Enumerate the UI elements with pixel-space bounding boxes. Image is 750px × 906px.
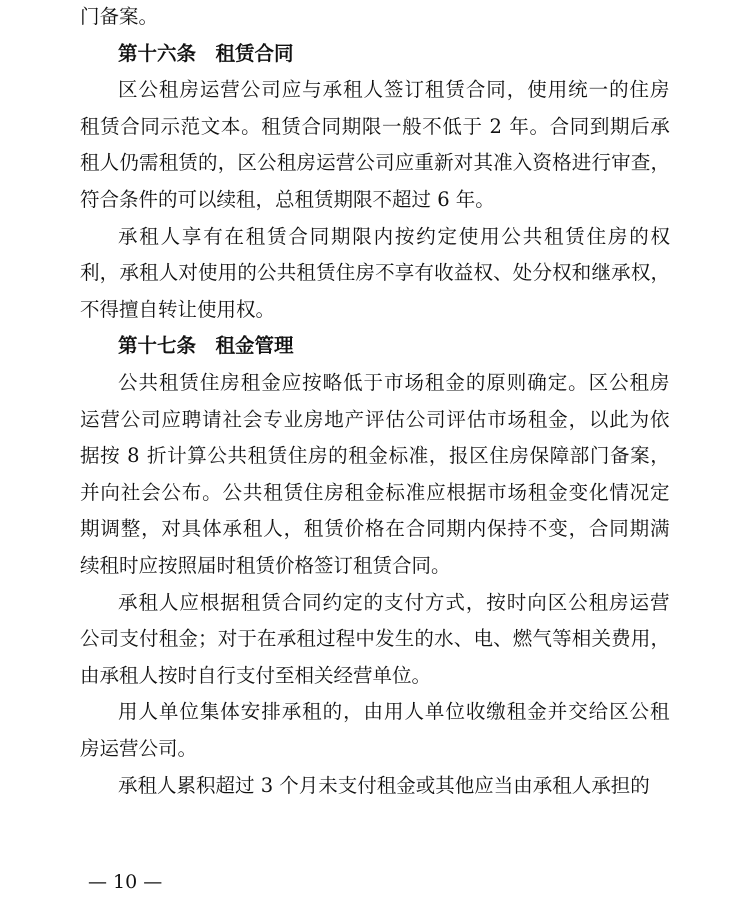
paragraph-line: 利，承租人对使用的公共租赁住房不享有收益权、处分权和继承权， xyxy=(80,261,671,285)
paragraph-line: 门备案。 xyxy=(80,5,159,28)
paragraph-line: 期调整，对具体承租人，租赁价格在合同期内保持不变，合同期满 xyxy=(80,517,671,541)
paragraph-line: 用人单位集体安排承租的，由用人单位收缴租金并交给区公租 xyxy=(118,700,671,724)
paragraph-line: 承租人应根据租赁合同约定的支付方式，按时向区公租房运营 xyxy=(118,590,671,614)
paragraph-line: 符合条件的可以续租，总租赁期限不超过 6 年。 xyxy=(80,188,495,211)
paragraph-line: 由承租人按时自行支付至相关经营单位。 xyxy=(80,663,432,687)
paragraph-line: 租赁合同示范文本。租赁合同期限一般不低于 2 年。合同到期后承 xyxy=(80,114,671,138)
article-heading: 第十六条 租赁合同 xyxy=(118,41,294,65)
paragraph-line: 续租时应按照届时租赁价格签订租赁合同。 xyxy=(80,554,451,577)
paragraph-line: 区公租房运营公司应与承租人签订租赁合同，使用统一的住房 xyxy=(118,78,671,102)
paragraph-line: 租人仍需租赁的，区公租房运营公司应重新对其准入资格进行审查， xyxy=(80,151,671,175)
page-number: — 10 — xyxy=(88,871,163,893)
paragraph-line: 公司支付租金；对于在承租过程中发生的水、电、燃气等相关费用， xyxy=(80,627,671,651)
paragraph-line: 运营公司应聘请社会专业房地产评估公司评估市场租金，以此为依 xyxy=(80,407,671,431)
paragraph-line: 承租人累积超过 3 个月未支付租金或其他应当由承租人承担的 xyxy=(118,773,650,797)
paragraph-line: 承租人享有在租赁合同期限内按约定使用公共租赁住房的权 xyxy=(118,224,672,248)
paragraph-line: 公共租赁住房租金应按略低于市场租金的原则确定。区公租房 xyxy=(118,371,671,394)
paragraph-line: 据按 8 折计算公共租赁住房的租金标准，报区住房保障部门备案， xyxy=(80,444,671,468)
paragraph-line: 不得擅自转让使用权。 xyxy=(80,297,276,321)
paragraph-line: 并向社会公布。公共租赁住房租金标准应根据市场租金变化情况定 xyxy=(80,480,671,504)
paragraph-line: 房运营公司。 xyxy=(80,737,198,760)
article-heading: 第十七条 租金管理 xyxy=(118,334,294,358)
